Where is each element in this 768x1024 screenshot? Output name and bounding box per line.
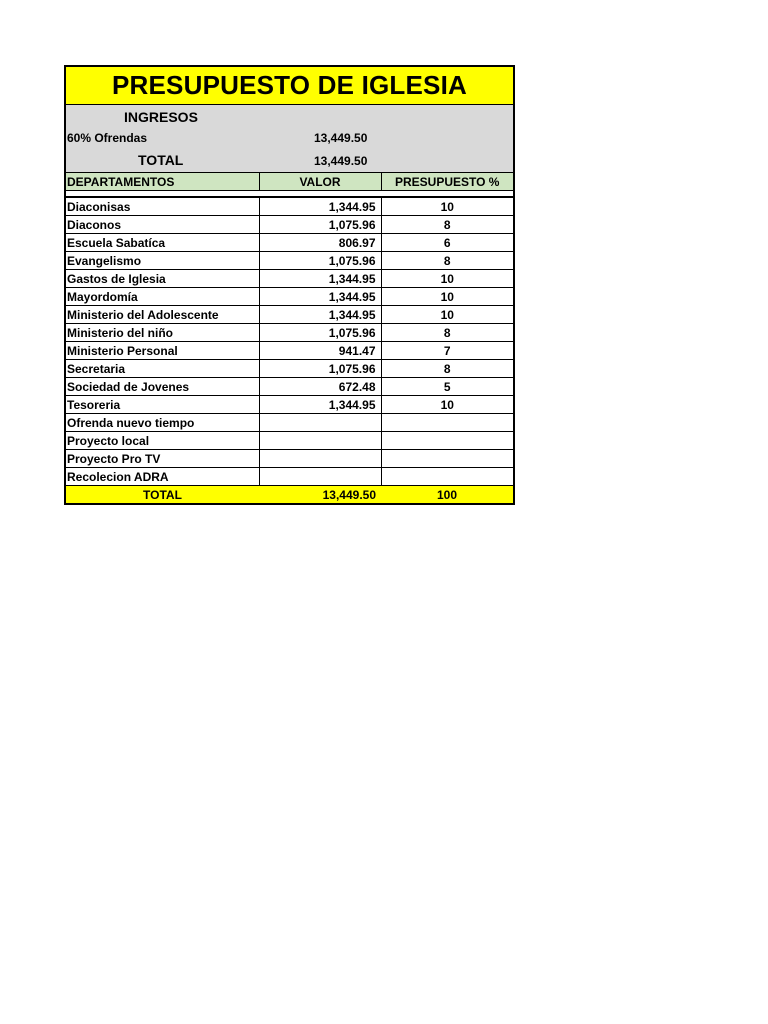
table-row: [66, 306, 513, 324]
income-heading: INGRESOS: [124, 109, 198, 125]
sheet-title: PRESUPUESTO DE IGLESIA: [66, 67, 513, 105]
value-cell: 1,075.96: [259, 324, 381, 342]
table-row: [66, 396, 513, 414]
department-cell: Mayordomía: [66, 288, 259, 306]
budget-sheet: [64, 65, 515, 505]
department-cell: Escuela Sabatíca: [66, 234, 259, 252]
department-cell: Proyecto Pro TV: [66, 450, 259, 468]
departments-table: [66, 173, 513, 503]
value-cell: 1,344.95: [259, 270, 381, 288]
percent-cell: 10: [381, 270, 513, 288]
income-section: [66, 105, 513, 173]
table-row: [66, 197, 513, 216]
table-row: [66, 360, 513, 378]
income-total-label: TOTAL: [138, 152, 184, 168]
income-total-value: 13,449.50: [314, 154, 368, 168]
table-row: [66, 234, 513, 252]
percent-cell: [381, 450, 513, 468]
table-row: [66, 432, 513, 450]
department-cell: Recolecion ADRA: [66, 468, 259, 486]
percent-cell: 10: [381, 197, 513, 216]
percent-cell: [381, 468, 513, 486]
table-row: [66, 324, 513, 342]
header-value: VALOR: [259, 173, 381, 191]
department-cell: Evangelismo: [66, 252, 259, 270]
table-row: [66, 216, 513, 234]
table-header-row: [66, 173, 513, 191]
value-cell: 1,075.96: [259, 216, 381, 234]
department-cell: Diaconos: [66, 216, 259, 234]
value-cell: [259, 432, 381, 450]
total-row: [66, 486, 513, 504]
total-label: TOTAL: [66, 486, 259, 504]
percent-cell: 8: [381, 360, 513, 378]
department-cell: Sociedad de Jovenes: [66, 378, 259, 396]
value-cell: 1,344.95: [259, 288, 381, 306]
percent-cell: 7: [381, 342, 513, 360]
department-cell: Ministerio del niño: [66, 324, 259, 342]
percent-cell: 10: [381, 306, 513, 324]
table-row: [66, 288, 513, 306]
value-cell: 1,075.96: [259, 360, 381, 378]
percent-cell: 10: [381, 396, 513, 414]
table-row: [66, 252, 513, 270]
department-cell: Ministerio Personal: [66, 342, 259, 360]
department-cell: Gastos de Iglesia: [66, 270, 259, 288]
department-cell: Secretaria: [66, 360, 259, 378]
percent-cell: 6: [381, 234, 513, 252]
offerings-value: 13,449.50: [314, 131, 368, 145]
table-row: [66, 450, 513, 468]
percent-cell: [381, 432, 513, 450]
table-row: [66, 468, 513, 486]
percent-cell: 8: [381, 216, 513, 234]
total-value: 13,449.50: [259, 486, 381, 504]
department-cell: Ofrenda nuevo tiempo: [66, 414, 259, 432]
value-cell: 806.97: [259, 234, 381, 252]
table-row: [66, 414, 513, 432]
total-percent: 100: [381, 486, 513, 504]
value-cell: 1,344.95: [259, 306, 381, 324]
value-cell: [259, 468, 381, 486]
percent-cell: 8: [381, 324, 513, 342]
table-row: [66, 270, 513, 288]
table-body: [66, 197, 513, 486]
value-cell: 672.48: [259, 378, 381, 396]
value-cell: [259, 450, 381, 468]
header-percent: PRESUPUESTO %: [381, 173, 513, 191]
header-departments: DEPARTAMENTOS: [66, 173, 259, 191]
department-cell: Proyecto local: [66, 432, 259, 450]
table-row: [66, 378, 513, 396]
value-cell: 941.47: [259, 342, 381, 360]
percent-cell: 8: [381, 252, 513, 270]
value-cell: 1,075.96: [259, 252, 381, 270]
value-cell: 1,344.95: [259, 396, 381, 414]
percent-cell: 10: [381, 288, 513, 306]
department-cell: Tesoreria: [66, 396, 259, 414]
value-cell: 1,344.95: [259, 197, 381, 216]
percent-cell: [381, 414, 513, 432]
percent-cell: 5: [381, 378, 513, 396]
offerings-label: 60% Ofrendas: [67, 131, 148, 145]
department-cell: Diaconisas: [66, 197, 259, 216]
department-cell: Ministerio del Adolescente: [66, 306, 259, 324]
value-cell: [259, 414, 381, 432]
table-row: [66, 342, 513, 360]
